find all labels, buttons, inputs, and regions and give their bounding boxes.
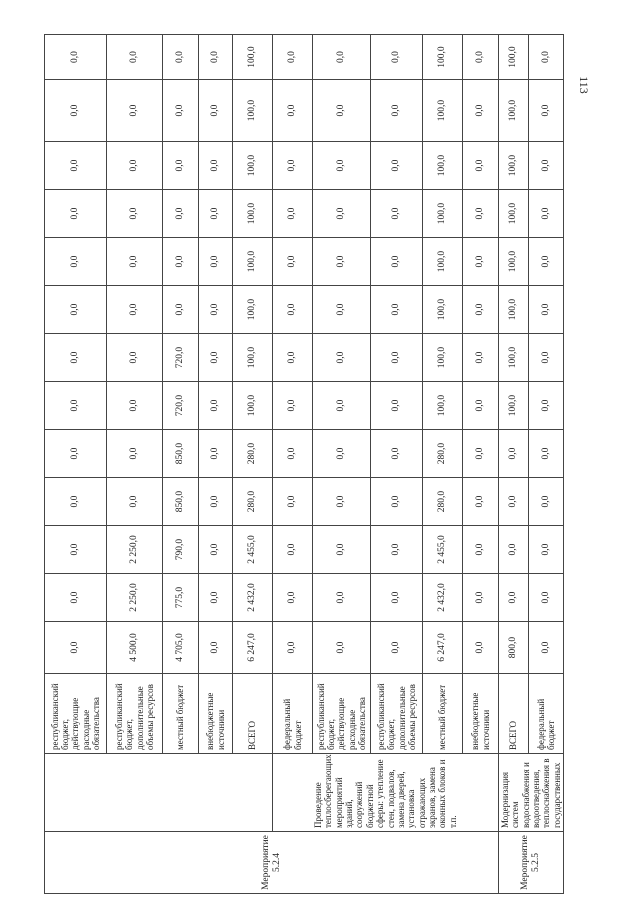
value-cell: 0,0: [499, 478, 529, 526]
funding-source: ВСЕГО: [233, 674, 273, 754]
value-cell: 280,0: [423, 478, 463, 526]
value-cell: 0,0: [45, 35, 107, 80]
value-cell: 100,0: [233, 142, 273, 190]
budget-table: [44, 34, 564, 894]
value-cell: 0,0: [529, 334, 564, 382]
value-cell: 0,0: [199, 526, 233, 574]
value-cell: 100,0: [423, 382, 463, 430]
value-cell: 0,0: [371, 478, 423, 526]
value-cell: 100,0: [499, 286, 529, 334]
value-cell: 0,0: [371, 526, 423, 574]
value-cell: 100,0: [499, 80, 529, 142]
value-cell: 0,0: [313, 35, 371, 80]
value-cell: 0,0: [463, 286, 499, 334]
value-cell: 2 432,0: [233, 574, 273, 622]
value-cell: 0,0: [313, 622, 371, 674]
value-cell: 100,0: [423, 334, 463, 382]
value-cell: 0,0: [313, 526, 371, 574]
value-cell: 280,0: [233, 430, 273, 478]
value-cell: 0,0: [529, 190, 564, 238]
value-cell: 0,0: [163, 142, 199, 190]
value-cell: 0,0: [107, 80, 163, 142]
value-cell: 0,0: [463, 622, 499, 674]
value-cell: 100,0: [499, 190, 529, 238]
value-cell: 0,0: [371, 334, 423, 382]
value-cell: 6 247,0: [233, 622, 273, 674]
value-cell: 0,0: [313, 286, 371, 334]
value-cell: 0,0: [529, 622, 564, 674]
value-cell: 0,0: [45, 190, 107, 238]
value-cell: 100,0: [233, 382, 273, 430]
value-cell: 0,0: [163, 238, 199, 286]
value-cell: 100,0: [423, 190, 463, 238]
value-cell: 4 500,0: [107, 622, 163, 674]
page-number: 113: [577, 76, 591, 94]
value-cell: 0,0: [199, 35, 233, 80]
value-cell: 0,0: [273, 622, 313, 674]
value-cell: 0,0: [463, 382, 499, 430]
value-cell: 0,0: [273, 238, 313, 286]
funding-source: республиканский бюджет, дополнительные объемы ресурсов: [371, 674, 423, 754]
value-cell: 0,0: [273, 574, 313, 622]
value-cell: 0,0: [107, 334, 163, 382]
value-cell: 100,0: [423, 142, 463, 190]
value-cell: 0,0: [529, 478, 564, 526]
funding-source: внебюджетные источники: [199, 674, 233, 754]
value-cell: 0,0: [371, 238, 423, 286]
value-cell: 0,0: [45, 80, 107, 142]
value-cell: 0,0: [163, 286, 199, 334]
value-cell: 100,0: [499, 142, 529, 190]
value-cell: 0,0: [463, 334, 499, 382]
value-cell: 0,0: [463, 574, 499, 622]
value-cell: 0,0: [107, 238, 163, 286]
value-cell: 0,0: [45, 478, 107, 526]
value-cell: 0,0: [107, 286, 163, 334]
value-cell: 0,0: [463, 430, 499, 478]
value-cell: 850,0: [163, 478, 199, 526]
measure-code: Мероприятие 5.2.5: [499, 832, 564, 894]
value-cell: 0,0: [529, 142, 564, 190]
value-cell: 2 250,0: [107, 526, 163, 574]
value-cell: 100,0: [499, 238, 529, 286]
value-cell: 0,0: [45, 430, 107, 478]
value-cell: 0,0: [45, 334, 107, 382]
value-cell: 100,0: [499, 382, 529, 430]
value-cell: 0,0: [199, 334, 233, 382]
value-cell: 0,0: [529, 382, 564, 430]
value-cell: 0,0: [199, 382, 233, 430]
value-cell: 0,0: [371, 574, 423, 622]
value-cell: 0,0: [45, 238, 107, 286]
value-cell: 100,0: [233, 334, 273, 382]
value-cell: 6 247,0: [423, 622, 463, 674]
value-cell: 100,0: [423, 286, 463, 334]
table-row: [499, 35, 529, 894]
value-cell: 0,0: [313, 142, 371, 190]
value-cell: 100,0: [233, 286, 273, 334]
value-cell: 0,0: [463, 478, 499, 526]
value-cell: 800,0: [499, 622, 529, 674]
value-cell: 0,0: [199, 622, 233, 674]
funding-source: федеральный бюджет: [529, 674, 564, 754]
value-cell: 100,0: [423, 80, 463, 142]
funding-source: внебюджетные источники: [463, 674, 499, 754]
value-cell: 0,0: [273, 286, 313, 334]
value-cell: 0,0: [529, 35, 564, 80]
measure-description: Проведение теплосберегающих мероприятий зданий, сооружений бюджетной сферы: утепление стен, подвалов, замена дверей, установка отражающих экранов, замена оконных блоков и т.п.: [273, 754, 499, 832]
value-cell: 100,0: [233, 80, 273, 142]
value-cell: 0,0: [163, 190, 199, 238]
value-cell: 0,0: [199, 478, 233, 526]
measure-code: Мероприятие 5.2.4: [45, 832, 499, 894]
value-cell: 4 705,0: [163, 622, 199, 674]
value-cell: 775,0: [163, 574, 199, 622]
value-cell: 0,0: [199, 574, 233, 622]
value-cell: 0,0: [273, 526, 313, 574]
value-cell: 720,0: [163, 382, 199, 430]
value-cell: 0,0: [529, 80, 564, 142]
value-cell: 0,0: [313, 574, 371, 622]
value-cell: 0,0: [463, 190, 499, 238]
value-cell: 0,0: [529, 430, 564, 478]
value-cell: 0,0: [45, 286, 107, 334]
value-cell: 850,0: [163, 430, 199, 478]
value-cell: 0,0: [313, 430, 371, 478]
table-row: [45, 35, 107, 894]
value-cell: 0,0: [199, 430, 233, 478]
funding-source: местный бюджет: [423, 674, 463, 754]
value-cell: 0,0: [463, 142, 499, 190]
value-cell: 0,0: [371, 382, 423, 430]
value-cell: 100,0: [423, 35, 463, 80]
value-cell: 0,0: [313, 80, 371, 142]
value-cell: 0,0: [273, 190, 313, 238]
value-cell: 0,0: [273, 382, 313, 430]
value-cell: 0,0: [107, 142, 163, 190]
value-cell: 0,0: [463, 35, 499, 80]
value-cell: 280,0: [233, 478, 273, 526]
value-cell: 0,0: [313, 382, 371, 430]
value-cell: 0,0: [45, 142, 107, 190]
value-cell: 0,0: [463, 80, 499, 142]
value-cell: 0,0: [107, 430, 163, 478]
value-cell: 0,0: [45, 382, 107, 430]
value-cell: 0,0: [199, 286, 233, 334]
value-cell: 280,0: [423, 430, 463, 478]
value-cell: 0,0: [273, 334, 313, 382]
value-cell: 0,0: [273, 35, 313, 80]
measure-description: Модернизация систем водоснабжения и водоотведения, теплоснабжения в государственных: [499, 754, 564, 832]
measure-description-empty: [45, 754, 273, 832]
funding-source: республиканский бюджет, дополнительные объемы ресурсов: [107, 674, 163, 754]
value-cell: 0,0: [313, 334, 371, 382]
value-cell: 0,0: [371, 80, 423, 142]
value-cell: 0,0: [107, 190, 163, 238]
funding-source: республиканский бюджет, действующие расходные обязательства: [45, 674, 107, 754]
funding-source: местный бюджет: [163, 674, 199, 754]
value-cell: 0,0: [107, 382, 163, 430]
value-cell: 0,0: [273, 478, 313, 526]
budget-table-rotated: [44, 34, 562, 894]
value-cell: 0,0: [45, 574, 107, 622]
value-cell: 2 455,0: [233, 526, 273, 574]
value-cell: 100,0: [499, 35, 529, 80]
value-cell: 100,0: [233, 238, 273, 286]
value-cell: 0,0: [463, 526, 499, 574]
value-cell: 100,0: [233, 35, 273, 80]
value-cell: 0,0: [529, 286, 564, 334]
value-cell: 0,0: [107, 35, 163, 80]
value-cell: 0,0: [371, 190, 423, 238]
value-cell: 0,0: [371, 142, 423, 190]
value-cell: 0,0: [313, 238, 371, 286]
value-cell: 0,0: [199, 190, 233, 238]
value-cell: 0,0: [499, 430, 529, 478]
value-cell: 2 250,0: [107, 574, 163, 622]
value-cell: 0,0: [199, 142, 233, 190]
value-cell: 2 432,0: [423, 574, 463, 622]
value-cell: 720,0: [163, 334, 199, 382]
value-cell: 0,0: [371, 35, 423, 80]
value-cell: 0,0: [371, 430, 423, 478]
value-cell: 0,0: [313, 190, 371, 238]
value-cell: 0,0: [463, 238, 499, 286]
funding-source: ВСЕГО: [499, 674, 529, 754]
table-row: [273, 35, 313, 894]
value-cell: 0,0: [163, 35, 199, 80]
value-cell: 100,0: [499, 334, 529, 382]
value-cell: 0,0: [163, 80, 199, 142]
funding-source: республиканский бюджет, действующие расходные обязательства: [313, 674, 371, 754]
value-cell: 0,0: [199, 80, 233, 142]
value-cell: 0,0: [273, 80, 313, 142]
value-cell: 790,0: [163, 526, 199, 574]
value-cell: 0,0: [529, 238, 564, 286]
funding-source: федеральный бюджет: [273, 674, 313, 754]
value-cell: 0,0: [499, 526, 529, 574]
value-cell: 0,0: [199, 238, 233, 286]
value-cell: 0,0: [273, 430, 313, 478]
value-cell: 0,0: [371, 622, 423, 674]
value-cell: 2 455,0: [423, 526, 463, 574]
value-cell: 0,0: [45, 526, 107, 574]
value-cell: 0,0: [107, 478, 163, 526]
value-cell: 100,0: [233, 190, 273, 238]
value-cell: 0,0: [529, 574, 564, 622]
value-cell: 0,0: [45, 622, 107, 674]
value-cell: 0,0: [273, 142, 313, 190]
value-cell: 0,0: [371, 286, 423, 334]
value-cell: 0,0: [529, 526, 564, 574]
value-cell: 100,0: [423, 238, 463, 286]
value-cell: 0,0: [499, 574, 529, 622]
value-cell: 0,0: [313, 478, 371, 526]
